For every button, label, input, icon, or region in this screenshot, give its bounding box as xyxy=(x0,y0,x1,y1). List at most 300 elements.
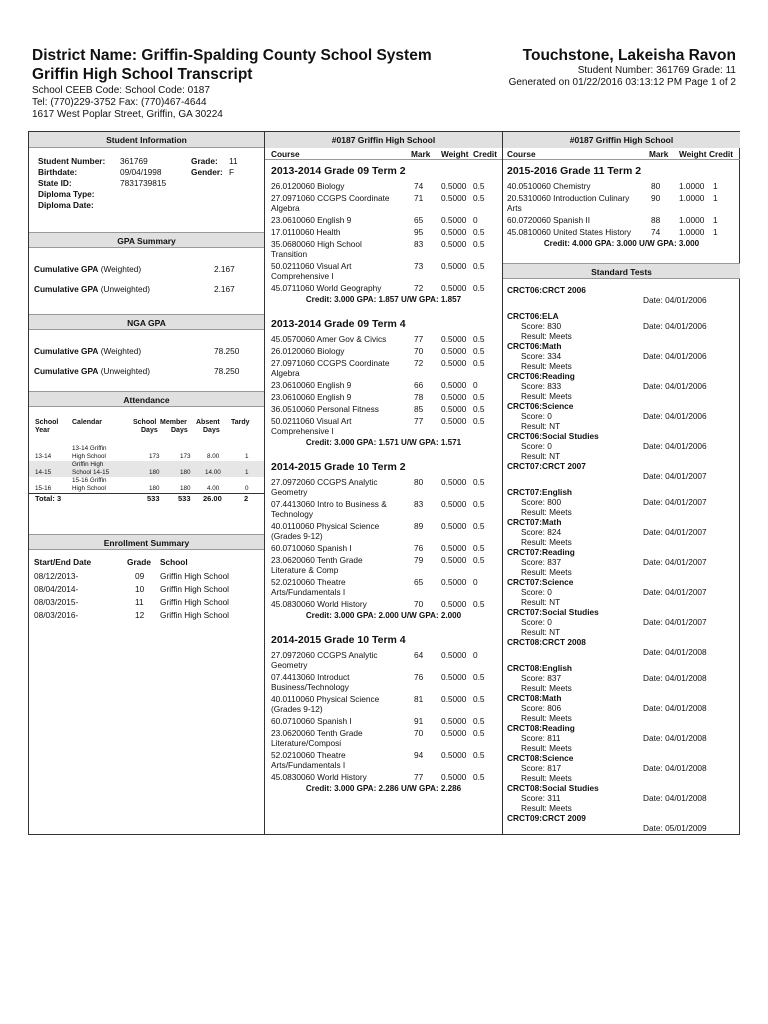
course-weight: 1.0000 xyxy=(679,193,705,203)
h-credit: Credit xyxy=(473,149,497,159)
test-detail-row xyxy=(503,793,740,803)
course-row xyxy=(265,215,502,225)
course-column-headers-2 xyxy=(265,148,502,160)
course-weight: 0.5000 xyxy=(441,521,467,531)
test-detail: Score: 837 xyxy=(521,557,562,567)
course-name-line: 45.0810060 United States History xyxy=(507,227,632,237)
course-name-line: Arts/Fundamentals I xyxy=(271,587,346,597)
course-weight: 0.5000 xyxy=(441,227,467,237)
att-cal2: School 14-15 xyxy=(72,469,110,476)
course-row xyxy=(503,193,740,213)
course-mark: 66 xyxy=(414,380,424,390)
test-detail: Score: 837 xyxy=(521,673,562,683)
test-detail: Result: Meets xyxy=(521,507,572,517)
course-name-line: 60.0720060 Spanish II xyxy=(507,215,591,225)
course-weight: 0.5000 xyxy=(441,215,467,225)
course-row xyxy=(265,521,502,541)
nga-gpa-section xyxy=(29,314,264,377)
test-name: CRCT06:Social Studies xyxy=(507,431,599,441)
test-date: Date: 04/01/2007 xyxy=(643,471,707,481)
enroll-grade: 09 xyxy=(135,571,145,581)
course-credit: 0.5 xyxy=(473,543,485,553)
gpa-summary-section xyxy=(29,232,264,295)
test-detail-row xyxy=(503,703,740,713)
att-h-absent-2: Days xyxy=(203,427,220,434)
att-total-absent-days: 26.00 xyxy=(203,494,222,503)
course-mark: 74 xyxy=(414,181,424,191)
enroll-grade: 12 xyxy=(135,610,145,620)
course-mark: 95 xyxy=(414,227,424,237)
course-name xyxy=(271,227,409,237)
test-date: Date: 04/01/2008 xyxy=(643,673,707,683)
att-total-tardy: 2 xyxy=(244,494,249,503)
course-credit: 0.5 xyxy=(473,499,485,509)
att-h-school-days-2: Days xyxy=(141,427,158,434)
course-name-line: 27.0971060 CCGPS Coordinate xyxy=(271,193,390,203)
term-title: 2015-2016 Grade 11 Term 2 xyxy=(507,165,642,177)
course-mark: 79 xyxy=(414,555,424,565)
course-name-line: 45.0830060 World History xyxy=(271,772,367,782)
test-detail: Score: 824 xyxy=(521,527,562,537)
course-credit: 0 xyxy=(473,215,478,225)
course-row xyxy=(265,750,502,770)
test-date: Date: 04/01/2007 xyxy=(643,497,707,507)
course-row xyxy=(265,672,502,692)
course-name xyxy=(271,261,409,281)
course-credit: 0.5 xyxy=(473,716,485,726)
course-weight: 0.5000 xyxy=(441,772,467,782)
course-name xyxy=(271,358,409,378)
test-name: CRCT07:Math xyxy=(507,517,562,527)
test-date: Date: 04/01/2007 xyxy=(643,617,707,627)
district-name: District Name: Griffin-Spalding County School System xyxy=(32,47,432,64)
att-school-days: 180 xyxy=(149,469,160,476)
course-name xyxy=(507,215,645,225)
test-detail: Score: 811 xyxy=(521,733,561,743)
course-row xyxy=(265,577,502,597)
course-weight: 1.0000 xyxy=(679,227,705,237)
gpa-unweighted-suffix: (Unweighted) xyxy=(100,284,151,294)
course-name-line: 45.0570060 Amer Gov & Civics xyxy=(271,334,387,344)
grade-value: 11 xyxy=(229,156,238,166)
course-row xyxy=(265,694,502,714)
test-detail-row xyxy=(503,421,740,431)
attendance-total-row xyxy=(29,493,264,503)
course-credit: 0.5 xyxy=(473,193,485,203)
test-detail-row xyxy=(503,733,740,743)
course-name xyxy=(271,694,409,714)
test-detail-row xyxy=(503,763,740,773)
test-date: Date: 04/01/2006 xyxy=(643,295,707,305)
course-weight: 0.5000 xyxy=(441,181,467,191)
gpa-weighted-suffix: (Weighted) xyxy=(100,264,142,274)
nga-weighted-label: Cumulative GPA xyxy=(34,346,99,356)
test-detail-row xyxy=(503,627,740,637)
test-date: Date: 04/01/2006 xyxy=(643,321,707,331)
nga-weighted-suffix: (Weighted) xyxy=(100,346,142,356)
test-detail-row xyxy=(503,587,740,597)
test-date: Date: 04/01/2007 xyxy=(643,557,707,567)
term-block xyxy=(265,164,502,305)
course-mark: 71 xyxy=(414,193,424,203)
course-credit: 1 xyxy=(713,215,718,225)
course-mark: 70 xyxy=(414,599,424,609)
course-credit: 0.5 xyxy=(473,283,485,293)
term-block xyxy=(265,633,502,794)
gpa-weighted-value: 2.167 xyxy=(214,264,235,274)
course-name xyxy=(271,334,409,344)
course-name-line: 07.4413060 Introduct xyxy=(271,672,350,682)
enrollment-row xyxy=(29,584,264,595)
test-detail-row xyxy=(503,673,740,683)
test-name: CRCT08:CRCT 2008 xyxy=(507,637,586,647)
course-name-line: 26.0120060 Biology xyxy=(271,346,345,356)
course-name-line: 40.0110060 Physical Science xyxy=(271,694,380,704)
school-phone: Tel: (770)229-3752 Fax: (770)467-4644 xyxy=(32,97,207,108)
enroll-date: 08/03/2015- xyxy=(34,597,79,607)
test-heading-row xyxy=(503,461,740,481)
enroll-h-grade: Grade xyxy=(127,557,151,567)
course-mark: 65 xyxy=(414,215,424,225)
att-tardy: 1 xyxy=(245,453,249,460)
att-absent-days: 4.00 xyxy=(207,485,220,492)
student-info-section xyxy=(29,156,264,240)
test-date: Date: 04/01/2007 xyxy=(643,587,707,597)
attendance-header: Attendance xyxy=(29,391,264,407)
course-credit: 0.5 xyxy=(473,346,485,356)
att-cal1: Griffin High xyxy=(72,461,104,468)
att-tardy: 1 xyxy=(245,469,249,476)
test-name: CRCT08:Math xyxy=(507,693,562,703)
course-row xyxy=(265,380,502,390)
test-name: CRCT06:CRCT 2006 xyxy=(507,285,586,295)
gender-value: F xyxy=(229,167,235,177)
course-name-line: 45.0711060 World Geography xyxy=(271,283,382,293)
course-credit: 0.5 xyxy=(473,694,485,704)
course-row xyxy=(265,261,502,281)
course-name-line: 23.0610060 English 9 xyxy=(271,392,352,402)
course-name xyxy=(271,392,409,402)
course-name xyxy=(271,716,409,726)
course-weight: 0.5000 xyxy=(441,416,467,426)
attendance-row xyxy=(29,445,264,461)
att-h-school-days-1: School xyxy=(133,419,157,426)
course-mark: 72 xyxy=(414,283,424,293)
attendance-section xyxy=(29,391,264,503)
att-total-member-days: 533 xyxy=(178,494,191,503)
student-number-line: Student Number: 361769 Grade: 11 xyxy=(577,65,736,76)
test-detail: Score: 806 xyxy=(521,703,562,713)
test-detail: Score: 833 xyxy=(521,381,562,391)
course-row xyxy=(265,227,502,237)
h-weight: Weight xyxy=(441,149,469,159)
course-row xyxy=(265,346,502,356)
course-name xyxy=(271,650,409,670)
state-id-value: 7831739815 xyxy=(120,178,167,188)
test-detail: Result: NT xyxy=(521,451,561,461)
course-row xyxy=(265,416,502,436)
course-credit: 1 xyxy=(713,193,718,203)
course-weight: 1.0000 xyxy=(679,181,705,191)
course-name xyxy=(271,181,409,191)
right-column xyxy=(503,132,740,834)
nga-unweighted-label: Cumulative GPA xyxy=(34,366,99,376)
course-name-line: 23.0610060 English 9 xyxy=(271,380,352,390)
course-weight: 0.5000 xyxy=(441,380,467,390)
course-mark: 80 xyxy=(651,181,661,191)
test-detail: Score: 311 xyxy=(521,793,561,803)
middle-column xyxy=(265,132,503,834)
course-weight: 0.5000 xyxy=(441,193,467,203)
course-weight: 0.5000 xyxy=(441,283,467,293)
course-mark: 76 xyxy=(414,672,424,682)
course-row xyxy=(265,404,502,414)
test-date: Date: 04/01/2006 xyxy=(643,351,707,361)
course-name-line: 50.0211060 Visual Art xyxy=(271,416,352,426)
course-mark: 89 xyxy=(414,521,424,531)
course-weight: 0.5000 xyxy=(441,728,467,738)
course-name xyxy=(271,477,409,497)
att-h-absent-1: Absent xyxy=(196,419,220,426)
course-mark: 72 xyxy=(414,358,424,368)
course-row xyxy=(265,334,502,344)
course-name-line: 27.0972060 CCGPS Analytic xyxy=(271,650,378,660)
course-row xyxy=(265,477,502,497)
school-header-2: #0187 Griffin High School xyxy=(265,132,502,148)
test-detail: Score: 0 xyxy=(521,411,552,421)
test-name: CRCT08:Reading xyxy=(507,723,575,733)
course-credit: 0.5 xyxy=(473,599,485,609)
course-mark: 91 xyxy=(414,716,424,726)
test-name: CRCT06:Math xyxy=(507,341,562,351)
att-member-days: 173 xyxy=(180,453,191,460)
state-id-label: State ID: xyxy=(38,178,72,188)
course-credit: 0 xyxy=(473,380,478,390)
course-name-line: 26.0120060 Biology xyxy=(271,181,345,191)
course-name xyxy=(271,521,409,541)
att-h-school: School xyxy=(35,419,59,426)
gpa-summary-header: GPA Summary xyxy=(29,232,264,248)
course-name-line: Literature/Composi xyxy=(271,738,342,748)
course-mark: 94 xyxy=(414,750,424,760)
term-block xyxy=(265,317,502,448)
course-weight: 0.5000 xyxy=(441,555,467,565)
test-detail-row xyxy=(503,537,740,547)
h-weight: Weight xyxy=(679,149,707,159)
course-row xyxy=(265,543,502,553)
gender-label: Gender: xyxy=(191,167,223,177)
course-mark: 77 xyxy=(414,772,424,782)
standard-tests-header: Standard Tests xyxy=(503,263,740,279)
course-row xyxy=(265,728,502,748)
att-cal2: High School xyxy=(72,485,106,492)
h-mark: Mark xyxy=(649,149,669,159)
gpa-weighted-label: Cumulative GPA xyxy=(34,264,99,274)
course-name xyxy=(507,193,645,213)
term-3 xyxy=(503,164,740,249)
h-credit: Credit xyxy=(709,149,733,159)
enroll-school: Griffin High School xyxy=(160,610,230,620)
enroll-grade: 10 xyxy=(135,584,145,594)
att-tardy: 0 xyxy=(245,485,249,492)
course-weight: 0.5000 xyxy=(441,499,467,509)
h-mark: Mark xyxy=(411,149,431,159)
course-row xyxy=(265,193,502,213)
course-credit: 1 xyxy=(713,227,718,237)
enrollment-row xyxy=(29,597,264,608)
course-credit: 0.5 xyxy=(473,404,485,414)
test-detail-row xyxy=(503,331,740,341)
birthdate-label: Birthdate: xyxy=(38,167,78,177)
course-name xyxy=(271,728,409,748)
term-credit-summary: Credit: 3.000 GPA: 2.000 U/W GPA: 2.000 xyxy=(305,611,462,620)
course-row xyxy=(265,499,502,519)
course-name-line: Arts xyxy=(507,203,522,213)
course-credit: 0.5 xyxy=(473,181,485,191)
test-detail-row xyxy=(503,441,740,451)
course-weight: 0.5000 xyxy=(441,477,467,487)
test-detail-row xyxy=(503,803,740,813)
test-name: CRCT07:English xyxy=(507,487,572,497)
test-detail-row xyxy=(503,743,740,753)
course-name xyxy=(271,672,409,692)
course-weight: 0.5000 xyxy=(441,404,467,414)
test-detail-row xyxy=(503,507,740,517)
course-mark: 64 xyxy=(414,650,424,660)
course-name-line: 40.0110060 Physical Science xyxy=(271,521,380,531)
course-name-line: 52.0210060 Theatre xyxy=(271,750,346,760)
test-date: Date: 05/01/2009 xyxy=(643,823,707,833)
att-cal2: High School xyxy=(72,453,106,460)
test-date: Date: 04/01/2008 xyxy=(643,763,707,773)
course-name xyxy=(271,346,409,356)
test-name: CRCT07:Science xyxy=(507,577,574,587)
enrollment-column-headers xyxy=(29,557,264,568)
course-name-line: 27.0972060 CCGPS Analytic xyxy=(271,477,378,487)
course-mark: 73 xyxy=(414,261,424,271)
course-name-line: 52.0210060 Theatre xyxy=(271,577,346,587)
course-mark: 76 xyxy=(414,543,424,553)
course-credit: 0.5 xyxy=(473,672,485,682)
course-name xyxy=(271,499,409,519)
course-weight: 0.5000 xyxy=(441,650,467,660)
course-name-line: Geometry xyxy=(271,487,308,497)
school-address: 1617 West Poplar Street, Griffin, GA 30224 xyxy=(32,109,223,120)
test-detail: Score: 0 xyxy=(521,617,552,627)
course-name-line: Literature & Comp xyxy=(271,565,339,575)
att-total-school-days: 533 xyxy=(147,494,160,503)
course-name-line: 23.0610060 English 9 xyxy=(271,215,352,225)
att-h-tardy: Tardy xyxy=(231,419,250,426)
course-name xyxy=(271,555,409,575)
course-credit: 0.5 xyxy=(473,227,485,237)
att-year: 13-14 xyxy=(35,453,52,460)
course-row xyxy=(265,392,502,402)
test-name: CRCT07:Reading xyxy=(507,547,575,557)
course-mark: 81 xyxy=(414,694,424,704)
term-title: 2014-2015 Grade 10 Term 4 xyxy=(271,634,406,646)
course-row xyxy=(503,181,740,191)
test-detail: Result: Meets xyxy=(521,331,572,341)
course-name xyxy=(271,283,409,293)
course-credit: 0 xyxy=(473,650,478,660)
left-column xyxy=(29,132,265,834)
test-detail: Result: Meets xyxy=(521,803,572,813)
test-detail-row xyxy=(503,321,740,331)
test-detail: Score: 0 xyxy=(521,587,552,597)
test-date: Date: 04/01/2006 xyxy=(643,381,707,391)
test-detail: Result: Meets xyxy=(521,713,572,723)
course-weight: 0.5000 xyxy=(441,346,467,356)
course-row xyxy=(265,599,502,609)
test-detail: Result: Meets xyxy=(521,773,572,783)
course-name-line: 45.0830060 World History xyxy=(271,599,367,609)
course-credit: 0.5 xyxy=(473,477,485,487)
test-name: CRCT07:Social Studies xyxy=(507,607,599,617)
course-name xyxy=(271,416,409,436)
test-name: CRCT08:Social Studies xyxy=(507,783,599,793)
enroll-h-school: School xyxy=(160,557,188,567)
course-mark: 83 xyxy=(414,499,424,509)
course-name xyxy=(271,543,409,553)
test-detail-row xyxy=(503,351,740,361)
attendance-row xyxy=(29,461,264,477)
term-credit-summary: Credit: 3.000 GPA: 1.571 U/W GPA: 1.571 xyxy=(305,438,462,447)
h-course: Course xyxy=(271,149,300,159)
test-detail-row xyxy=(503,557,740,567)
test-detail-row xyxy=(503,683,740,693)
course-weight: 0.5000 xyxy=(441,358,467,368)
att-cal1: 13-14 Griffin xyxy=(72,445,107,452)
course-name-line: (Grades 9-12) xyxy=(271,704,323,714)
course-name-line: Algebra xyxy=(271,368,300,378)
course-credit: 0 xyxy=(473,577,478,587)
course-name xyxy=(271,599,409,609)
term-block xyxy=(265,460,502,621)
course-name xyxy=(271,577,409,597)
student-info-header: Student Information xyxy=(29,132,264,148)
course-mark: 70 xyxy=(414,728,424,738)
term-title: 2013-2014 Grade 09 Term 4 xyxy=(271,318,406,330)
att-h-calendar: Calendar xyxy=(72,419,102,426)
course-credit: 0.5 xyxy=(473,521,485,531)
gpa-unweighted-value: 2.167 xyxy=(214,284,235,294)
test-name: CRCT07:CRCT 2007 xyxy=(507,461,586,471)
transcript-title: Griffin High School Transcript xyxy=(32,66,253,83)
course-weight: 0.5000 xyxy=(441,334,467,344)
test-date: Date: 04/01/2008 xyxy=(643,793,707,803)
course-name-line: 60.0710060 Spanish I xyxy=(271,543,352,553)
course-name-line: 35.0680060 High School xyxy=(271,239,362,249)
test-detail: Result: Meets xyxy=(521,567,572,577)
nga-gpa-header: NGA GPA xyxy=(29,314,264,330)
term-credit-summary: Credit: 4.000 GPA: 3.000 U/W GPA: 3.000 xyxy=(543,239,700,248)
test-detail: Result: NT xyxy=(521,421,561,431)
course-credit: 0.5 xyxy=(473,416,485,426)
term-block xyxy=(503,164,740,249)
test-detail-row xyxy=(503,391,740,401)
term-title: 2014-2015 Grade 10 Term 2 xyxy=(271,461,406,473)
test-heading-row xyxy=(503,813,740,833)
course-name-line: 07.4413060 Intro to Business & xyxy=(271,499,387,509)
att-cal1: 15-16 Griffin xyxy=(72,477,107,484)
att-member-days: 180 xyxy=(180,469,191,476)
enroll-h-date: Start/End Date xyxy=(34,557,92,567)
course-row xyxy=(265,772,502,782)
course-weight: 0.5000 xyxy=(441,672,467,682)
nga-weighted-value: 78.250 xyxy=(214,346,240,356)
course-name-line: (Grades 9-12) xyxy=(271,531,323,541)
